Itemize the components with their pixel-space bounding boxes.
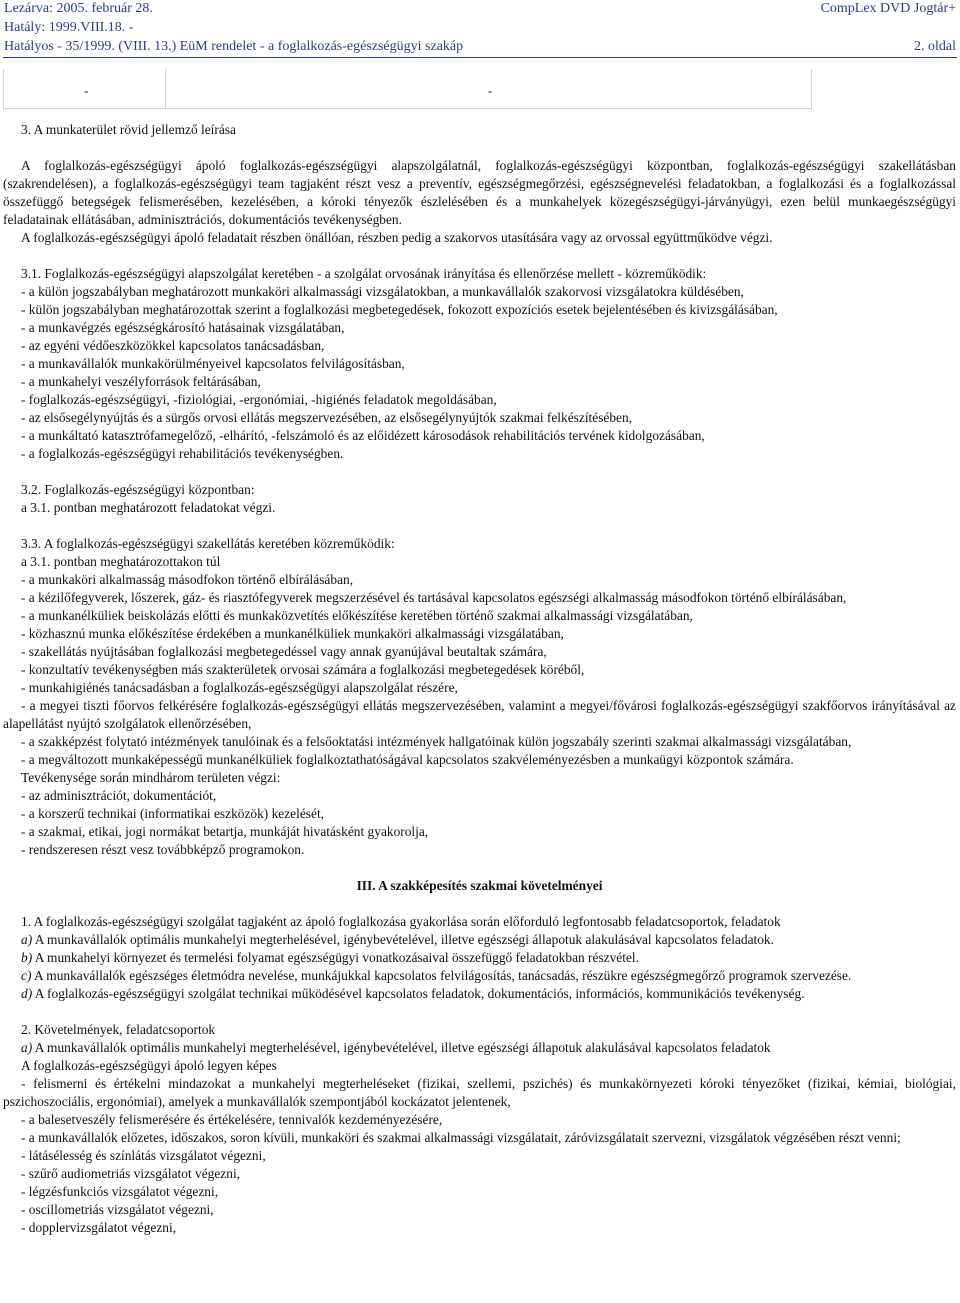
- list-item: - a munkavállalók előzetes, időszakos, soron kívüli, munkaköri és szakmai alkalmassági vizsgálatait, záróvizsgálatait szervezni, vizsgálatok végzésében részt venni;: [21, 1130, 901, 1145]
- list-item: - foglalkozás-egészségügyi, -fiziológiai, -ergonómiai, -higiénés feladatok megoldásában,: [21, 392, 497, 407]
- document-body: [3, 121, 956, 1237]
- list-item: - a balesetveszély felismerésére és értékelésére, tennivalók kezdeményezésére,: [21, 1112, 443, 1127]
- paragraph: a 3.1. pontban meghatározott feladatokat végzi.: [21, 500, 276, 515]
- list-item: c) A munkavállalók egészséges életmódra nevelése, munkájukkal kapcsolatos felvilágosítás, tanácsadás, részükre egészségmegőrző programok szervezése.: [21, 968, 852, 983]
- paragraph: 2. Követelmények, feladatcsoportok: [21, 1022, 216, 1037]
- list-item: a) A munkavállalók optimális munkahelyi megterhelésével, igénybevételével, illetve egészségi állapotuk alakulásával kapcsolatos feladatok.: [21, 932, 774, 947]
- s33-list: [3, 571, 956, 769]
- list-item: - a munkanélküliek beiskolázás előtti és munkaközvetítés előkészítése keretében történő szakmai alkalmassági vizsgálatában,: [21, 608, 693, 623]
- list-item: d) A foglalkozás-egészségügyi szolgálat technikai működésével kapcsolatos feladatok, dokumentációs, információs, kommunikációs tevékenység.: [21, 986, 805, 1001]
- list-item: a) A munkavállalók optimális munkahelyi megterhelésével, igénybevételével, illetve egészségi állapotuk alakulásával kapcsolatos feladatok: [21, 1040, 771, 1055]
- paragraph: A foglalkozás-egészségügyi ápoló feladatait részben önállóan, részben pedig a szakorvos utasítására vagy az orvossal együttműködve végzi.: [21, 230, 773, 245]
- list-item: - a megyei tiszti főorvos felkérésére foglalkozás-egészségügyi ellátás megszervezésében, valamint a megyei/fővárosi foglalkozás-egészségügyi szakfőorvos irányításával az alapellátást nyújtó szolgálatok ellenőrzésében,: [3, 698, 956, 731]
- list-item: - rendszeresen részt vesz továbbképző programokon.: [21, 842, 305, 857]
- subsection-heading: 3.2. Foglalkozás-egészségügyi központban:: [21, 482, 255, 497]
- subsection-heading: 3.3. A foglalkozás-egészségügyi szakellátás keretében közreműködik:: [21, 536, 395, 551]
- list-item: - szűrő audiometriás vizsgálatot végezni,: [21, 1166, 241, 1181]
- header-divider: [3, 57, 957, 58]
- list-item: - légzésfunkciós vizsgálatot végezni,: [21, 1184, 219, 1199]
- paragraph: 1. A foglalkozás-egészségügyi szolgálat tagjaként az ápoló foglalkozása gyakorlása során előforduló legfontosabb feladatcsoportok, feladatok: [21, 914, 781, 929]
- paragraph: a 3.1. pontban meghatározottakon túl: [21, 554, 221, 569]
- paragraph: Tevékenysége során mindhárom területen végzi:: [21, 770, 281, 785]
- paragraph: A foglalkozás-egészségügyi ápoló legyen képes: [21, 1058, 277, 1073]
- list-item: - a megváltozott munkaképességű munkanélküliek foglalkoztathatóságával kapcsolatos szakvéleményezésben a munkaügyi központok számára.: [21, 752, 794, 767]
- page-header: [0, 0, 960, 58]
- page-number: 2. oldal: [914, 39, 956, 54]
- list-item: - felismerni és értékelni mindazokat a munkahelyi megterheléseket (fizikai, szellemi, pszichés) és munkakörnyezeti kóroki tényezőket (fizikai, kémiai, biológiai, pszichoszociális, ergonómiai), amelyek a munkavállalók szempontjából kockázatot jelentenek,: [3, 1076, 956, 1109]
- list-item: - a szakképzést folytató intézmények tanulóinak és a felsőoktatási intézmények hallgatóinak külön jogszabály szerinti szakmai alkalmassági vizsgálatában,: [21, 734, 852, 749]
- list-item: - közhasznú munka előkészítése érdekében a munkanélküliek munkaköri alkalmassági vizsgálatában,: [21, 626, 564, 641]
- table-divider: [165, 69, 166, 108]
- list-item: - a munkavállalók munkakörülményeivel kapcsolatos felvilágosításban,: [21, 356, 405, 371]
- section-heading: 3. A munkaterület rövid jellemző leírása: [21, 122, 236, 137]
- list-item: - a munkahelyi veszélyforrások feltárásában,: [21, 374, 261, 389]
- list-item: - a külön jogszabályban meghatározott munkaköri alkalmassági vizsgálatokban, a munkavállalók szakorvosi vizsgálatokra küldésében,: [21, 284, 744, 299]
- table-cell-2: -: [488, 83, 493, 98]
- list-item: - a kézilőfegyverek, lőszerek, gáz- és riasztófegyverek megszerzésével és tartásával kapcsolatos egészségi alkalmasság másodfokon történő elbírálásában,: [21, 590, 847, 605]
- table-fragment: [3, 69, 812, 109]
- closed-date: Lezárva: 2005. február 28.: [4, 1, 153, 16]
- list-item: - a munkavégzés egészségkárosító hatásainak vizsgálatában,: [21, 320, 345, 335]
- document-title: Hatályos - 35/1999. (VIII. 13.) EüM rendelet - a foglalkozás-egészségügyi szakáp: [4, 39, 464, 54]
- s31-list: [3, 283, 956, 463]
- list-item: - az egyéni védőeszközökkel kapcsolatos tanácsadásban,: [21, 338, 325, 353]
- list-item: - konzultatív tevékenységben más szakterületek orvosai számára a foglalkozási megbetegedések köréből,: [21, 662, 585, 677]
- list-item: - a foglalkozás-egészségügyi rehabilitációs tevékenységben.: [21, 446, 344, 461]
- list-item: - munkahigiénés tanácsadásban a foglalkozás-egészségügyi alapszolgálat részére,: [21, 680, 458, 695]
- list-item: - látásélesség és színlátás vizsgálatot végezni,: [21, 1148, 266, 1163]
- effective-date: Hatály: 1999.VIII.18. -: [4, 20, 134, 35]
- paragraph: A foglalkozás-egészségügyi ápoló foglalkozás-egészségügyi alapszolgálatnál, foglalkozás-egészségügyi központban, foglalkozás-egészségügyi szakellátásban (szakrendelésen), a foglalkozás-egészségügyi team tagjaként részt vesz a preventív, egészségmegőrzési, egészségnevelési feladatokban, a foglalkozási és a foglalkozással összefüggő betegségek felismerésében, kezelésében, a kóroki tényezők észlelésében és a munkahelyek közegészségügyi-járványügyi, ezen belül munkaegészségügyi feladatainak ellátásában, adminisztrációs, dokumentációs tevékenységben.: [3, 158, 956, 227]
- list-item: - szakellátás nyújtásában foglalkozási megbetegedéssel vagy annak gyanújával beutaltak számára,: [21, 644, 547, 659]
- list-item: - oscillometriás vizsgálatot végezni,: [21, 1202, 214, 1217]
- list-item: - a korszerű technikai (informatikai eszközök) kezelését,: [21, 806, 325, 821]
- list-item: - a szakmai, etikai, jogi normákat betartja, munkáját hivatásként gyakorolja,: [21, 824, 429, 839]
- list-item: - a munkáltató katasztrófamegelőző, -elhárító, -felszámoló és az előidézett károsodások rehabilitációs tervének kidolgozásában,: [21, 428, 705, 443]
- product-name: CompLex DVD Jogtár+: [820, 1, 956, 16]
- list-item: - külön jogszabályban meghatározottak szerint a foglalkozási megbetegedések, fokozott expozíciós esetek bejelentésében és kivizsgálásában,: [21, 302, 778, 317]
- subsection-intro: 3.1. Foglalkozás-egészségügyi alapszolgálat keretében - a szolgálat orvosának irányítása és ellenőrzése mellett - közreműködik:: [21, 266, 707, 281]
- table-cell-1: -: [84, 83, 89, 98]
- list-item: - az elsősegélynyújtás és a sürgős orvosi ellátás megszervezésében, az elsősegélynyújtók szakmai felkészítésében,: [21, 410, 633, 425]
- list-item: - az adminisztrációt, dokumentációt,: [21, 788, 217, 803]
- part-title: III. A szakképesítés szakmai követelményei: [356, 878, 603, 893]
- list-item: - a munkaköri alkalmasság másodfokon történő elbírálásában,: [21, 572, 354, 587]
- list-item: - dopplervizsgálatot végezni,: [21, 1220, 177, 1235]
- list-item: b) A munkahelyi környezet és termelési folyamat egészségügyi vonatkozásaival összefüggő feladatokban részvétel.: [21, 950, 639, 965]
